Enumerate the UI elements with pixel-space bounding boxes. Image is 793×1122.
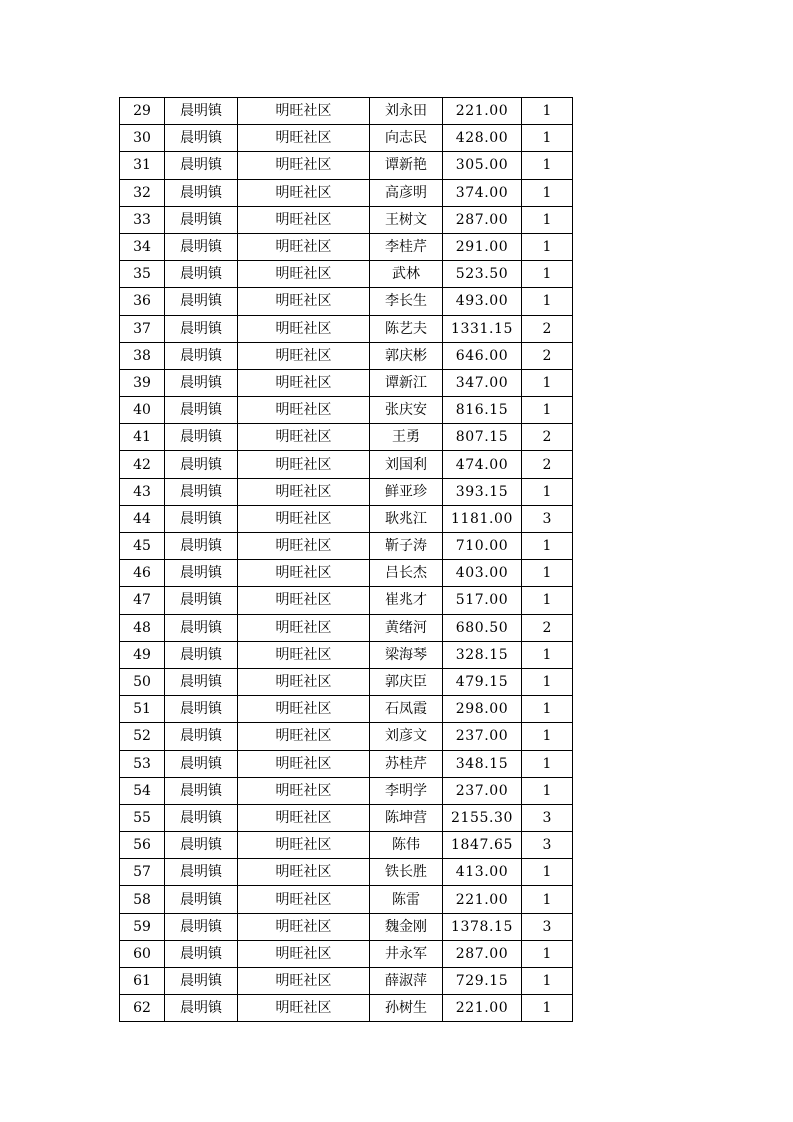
table-row — [120, 98, 573, 125]
community-cell: 明旺社区 — [238, 940, 370, 967]
amount-cell: 413.00 — [443, 859, 522, 886]
town-cell: 晨明镇 — [165, 152, 238, 179]
town-cell: 晨明镇 — [165, 261, 238, 288]
row-number-cell: 61 — [120, 968, 165, 995]
town-cell: 晨明镇 — [165, 968, 238, 995]
count-cell: 1 — [522, 478, 573, 505]
town-cell: 晨明镇 — [165, 804, 238, 831]
town-cell: 晨明镇 — [165, 451, 238, 478]
town-cell: 晨明镇 — [165, 505, 238, 532]
town-cell: 晨明镇 — [165, 179, 238, 206]
community-cell: 明旺社区 — [238, 995, 370, 1022]
community-cell: 明旺社区 — [238, 451, 370, 478]
name-cell: 耿兆江 — [370, 505, 443, 532]
amount-cell: 287.00 — [443, 940, 522, 967]
table-row — [120, 668, 573, 695]
amount-cell: 2155.30 — [443, 804, 522, 831]
amount-cell: 221.00 — [443, 98, 522, 125]
name-cell: 陈艺夫 — [370, 315, 443, 342]
name-cell: 魏金刚 — [370, 913, 443, 940]
amount-cell: 237.00 — [443, 777, 522, 804]
count-cell: 1 — [522, 98, 573, 125]
community-cell: 明旺社区 — [238, 478, 370, 505]
name-cell: 梁海琴 — [370, 641, 443, 668]
town-cell: 晨明镇 — [165, 614, 238, 641]
row-number-cell: 37 — [120, 315, 165, 342]
community-cell: 明旺社区 — [238, 832, 370, 859]
table-row — [120, 859, 573, 886]
data-table — [119, 97, 573, 1022]
row-number-cell: 42 — [120, 451, 165, 478]
community-cell: 明旺社区 — [238, 233, 370, 260]
name-cell: 李长生 — [370, 288, 443, 315]
community-cell: 明旺社区 — [238, 424, 370, 451]
name-cell: 郭庆彬 — [370, 342, 443, 369]
count-cell: 1 — [522, 940, 573, 967]
amount-cell: 403.00 — [443, 560, 522, 587]
amount-cell: 348.15 — [443, 750, 522, 777]
town-cell: 晨明镇 — [165, 315, 238, 342]
name-cell: 李明学 — [370, 777, 443, 804]
count-cell: 1 — [522, 152, 573, 179]
row-number-cell: 54 — [120, 777, 165, 804]
amount-cell: 646.00 — [443, 342, 522, 369]
row-number-cell: 33 — [120, 206, 165, 233]
community-cell: 明旺社区 — [238, 261, 370, 288]
name-cell: 王树文 — [370, 206, 443, 233]
name-cell: 郭庆臣 — [370, 668, 443, 695]
community-cell: 明旺社区 — [238, 98, 370, 125]
row-number-cell: 29 — [120, 98, 165, 125]
name-cell: 刘国利 — [370, 451, 443, 478]
table-row — [120, 886, 573, 913]
row-number-cell: 45 — [120, 533, 165, 560]
count-cell: 1 — [522, 750, 573, 777]
table-row — [120, 206, 573, 233]
town-cell: 晨明镇 — [165, 886, 238, 913]
row-number-cell: 52 — [120, 723, 165, 750]
community-cell: 明旺社区 — [238, 750, 370, 777]
community-cell: 明旺社区 — [238, 533, 370, 560]
row-number-cell: 43 — [120, 478, 165, 505]
row-number-cell: 41 — [120, 424, 165, 451]
amount-cell: 328.15 — [443, 641, 522, 668]
amount-cell: 493.00 — [443, 288, 522, 315]
table-row — [120, 832, 573, 859]
count-cell: 1 — [522, 288, 573, 315]
community-cell: 明旺社区 — [238, 587, 370, 614]
table-row — [120, 940, 573, 967]
name-cell: 吕长杰 — [370, 560, 443, 587]
count-cell: 1 — [522, 641, 573, 668]
town-cell: 晨明镇 — [165, 533, 238, 560]
table-row — [120, 587, 573, 614]
row-number-cell: 40 — [120, 397, 165, 424]
name-cell: 黄绪河 — [370, 614, 443, 641]
community-cell: 明旺社区 — [238, 342, 370, 369]
town-cell: 晨明镇 — [165, 940, 238, 967]
count-cell: 1 — [522, 968, 573, 995]
row-number-cell: 47 — [120, 587, 165, 614]
name-cell: 铁长胜 — [370, 859, 443, 886]
name-cell: 谭新艳 — [370, 152, 443, 179]
count-cell: 2 — [522, 451, 573, 478]
row-number-cell: 53 — [120, 750, 165, 777]
row-number-cell: 62 — [120, 995, 165, 1022]
name-cell: 薛淑萍 — [370, 968, 443, 995]
community-cell: 明旺社区 — [238, 397, 370, 424]
name-cell: 陈伟 — [370, 832, 443, 859]
table-row — [120, 424, 573, 451]
table-row — [120, 152, 573, 179]
community-cell: 明旺社区 — [238, 641, 370, 668]
name-cell: 苏桂芹 — [370, 750, 443, 777]
row-number-cell: 59 — [120, 913, 165, 940]
count-cell: 1 — [522, 995, 573, 1022]
count-cell: 2 — [522, 614, 573, 641]
row-number-cell: 48 — [120, 614, 165, 641]
table-row — [120, 804, 573, 831]
count-cell: 1 — [522, 206, 573, 233]
town-cell: 晨明镇 — [165, 478, 238, 505]
community-cell: 明旺社区 — [238, 152, 370, 179]
name-cell: 崔兆才 — [370, 587, 443, 614]
name-cell: 石凤霞 — [370, 696, 443, 723]
count-cell: 1 — [522, 859, 573, 886]
count-cell: 1 — [522, 587, 573, 614]
community-cell: 明旺社区 — [238, 179, 370, 206]
community-cell: 明旺社区 — [238, 804, 370, 831]
count-cell: 1 — [522, 261, 573, 288]
name-cell: 向志民 — [370, 125, 443, 152]
table-row — [120, 750, 573, 777]
count-cell: 1 — [522, 560, 573, 587]
town-cell: 晨明镇 — [165, 206, 238, 233]
count-cell: 1 — [522, 668, 573, 695]
town-cell: 晨明镇 — [165, 777, 238, 804]
amount-cell: 729.15 — [443, 968, 522, 995]
table-row — [120, 342, 573, 369]
amount-cell: 816.15 — [443, 397, 522, 424]
community-cell: 明旺社区 — [238, 614, 370, 641]
count-cell: 1 — [522, 777, 573, 804]
table-row — [120, 179, 573, 206]
row-number-cell: 31 — [120, 152, 165, 179]
table-row — [120, 369, 573, 396]
amount-cell: 523.50 — [443, 261, 522, 288]
amount-cell: 374.00 — [443, 179, 522, 206]
town-cell: 晨明镇 — [165, 342, 238, 369]
row-number-cell: 32 — [120, 179, 165, 206]
name-cell: 陈雷 — [370, 886, 443, 913]
row-number-cell: 35 — [120, 261, 165, 288]
amount-cell: 1847.65 — [443, 832, 522, 859]
name-cell: 井永军 — [370, 940, 443, 967]
table-row — [120, 533, 573, 560]
row-number-cell: 56 — [120, 832, 165, 859]
amount-cell: 393.15 — [443, 478, 522, 505]
row-number-cell: 38 — [120, 342, 165, 369]
community-cell: 明旺社区 — [238, 913, 370, 940]
table-row — [120, 125, 573, 152]
row-number-cell: 50 — [120, 668, 165, 695]
amount-cell: 221.00 — [443, 886, 522, 913]
name-cell: 刘永田 — [370, 98, 443, 125]
count-cell: 3 — [522, 505, 573, 532]
name-cell: 孙树生 — [370, 995, 443, 1022]
count-cell: 2 — [522, 424, 573, 451]
town-cell: 晨明镇 — [165, 696, 238, 723]
name-cell: 张庆安 — [370, 397, 443, 424]
town-cell: 晨明镇 — [165, 995, 238, 1022]
town-cell: 晨明镇 — [165, 913, 238, 940]
table-row — [120, 641, 573, 668]
amount-cell: 298.00 — [443, 696, 522, 723]
town-cell: 晨明镇 — [165, 98, 238, 125]
name-cell: 李桂芹 — [370, 233, 443, 260]
community-cell: 明旺社区 — [238, 206, 370, 233]
amount-cell: 237.00 — [443, 723, 522, 750]
table-row — [120, 397, 573, 424]
town-cell: 晨明镇 — [165, 397, 238, 424]
town-cell: 晨明镇 — [165, 424, 238, 451]
table-row — [120, 968, 573, 995]
community-cell: 明旺社区 — [238, 696, 370, 723]
amount-cell: 474.00 — [443, 451, 522, 478]
row-number-cell: 39 — [120, 369, 165, 396]
row-number-cell: 58 — [120, 886, 165, 913]
table-row — [120, 560, 573, 587]
name-cell: 谭新江 — [370, 369, 443, 396]
table-row — [120, 995, 573, 1022]
count-cell: 1 — [522, 397, 573, 424]
row-number-cell: 51 — [120, 696, 165, 723]
row-number-cell: 46 — [120, 560, 165, 587]
town-cell: 晨明镇 — [165, 587, 238, 614]
amount-cell: 807.15 — [443, 424, 522, 451]
amount-cell: 1378.15 — [443, 913, 522, 940]
amount-cell: 428.00 — [443, 125, 522, 152]
name-cell: 靳子涛 — [370, 533, 443, 560]
amount-cell: 1181.00 — [443, 505, 522, 532]
count-cell: 1 — [522, 125, 573, 152]
amount-cell: 1331.15 — [443, 315, 522, 342]
town-cell: 晨明镇 — [165, 668, 238, 695]
table-body — [120, 98, 573, 1022]
town-cell: 晨明镇 — [165, 723, 238, 750]
town-cell: 晨明镇 — [165, 288, 238, 315]
count-cell: 3 — [522, 913, 573, 940]
name-cell: 高彦明 — [370, 179, 443, 206]
table-row — [120, 777, 573, 804]
table-row — [120, 233, 573, 260]
count-cell: 2 — [522, 342, 573, 369]
amount-cell: 710.00 — [443, 533, 522, 560]
count-cell: 1 — [522, 696, 573, 723]
amount-cell: 680.50 — [443, 614, 522, 641]
community-cell: 明旺社区 — [238, 668, 370, 695]
town-cell: 晨明镇 — [165, 859, 238, 886]
table-row — [120, 315, 573, 342]
count-cell: 3 — [522, 804, 573, 831]
town-cell: 晨明镇 — [165, 641, 238, 668]
amount-cell: 221.00 — [443, 995, 522, 1022]
table-row — [120, 913, 573, 940]
table-row — [120, 478, 573, 505]
table-row — [120, 261, 573, 288]
amount-cell: 517.00 — [443, 587, 522, 614]
name-cell: 刘彦文 — [370, 723, 443, 750]
community-cell: 明旺社区 — [238, 505, 370, 532]
row-number-cell: 30 — [120, 125, 165, 152]
community-cell: 明旺社区 — [238, 886, 370, 913]
amount-cell: 291.00 — [443, 233, 522, 260]
name-cell: 武林 — [370, 261, 443, 288]
row-number-cell: 55 — [120, 804, 165, 831]
table-row — [120, 505, 573, 532]
community-cell: 明旺社区 — [238, 859, 370, 886]
name-cell: 王勇 — [370, 424, 443, 451]
community-cell: 明旺社区 — [238, 723, 370, 750]
table-row — [120, 696, 573, 723]
row-number-cell: 57 — [120, 859, 165, 886]
amount-cell: 287.00 — [443, 206, 522, 233]
community-cell: 明旺社区 — [238, 315, 370, 342]
count-cell: 1 — [522, 369, 573, 396]
row-number-cell: 34 — [120, 233, 165, 260]
table-row — [120, 614, 573, 641]
row-number-cell: 44 — [120, 505, 165, 532]
count-cell: 1 — [522, 723, 573, 750]
count-cell: 3 — [522, 832, 573, 859]
amount-cell: 479.15 — [443, 668, 522, 695]
community-cell: 明旺社区 — [238, 369, 370, 396]
count-cell: 1 — [522, 233, 573, 260]
town-cell: 晨明镇 — [165, 832, 238, 859]
count-cell: 2 — [522, 315, 573, 342]
count-cell: 1 — [522, 886, 573, 913]
row-number-cell: 60 — [120, 940, 165, 967]
row-number-cell: 49 — [120, 641, 165, 668]
document-page — [119, 97, 572, 1022]
table-row — [120, 723, 573, 750]
amount-cell: 347.00 — [443, 369, 522, 396]
town-cell: 晨明镇 — [165, 750, 238, 777]
name-cell: 鲜亚珍 — [370, 478, 443, 505]
community-cell: 明旺社区 — [238, 288, 370, 315]
count-cell: 1 — [522, 533, 573, 560]
amount-cell: 305.00 — [443, 152, 522, 179]
community-cell: 明旺社区 — [238, 968, 370, 995]
town-cell: 晨明镇 — [165, 125, 238, 152]
town-cell: 晨明镇 — [165, 233, 238, 260]
table-row — [120, 451, 573, 478]
community-cell: 明旺社区 — [238, 560, 370, 587]
count-cell: 1 — [522, 179, 573, 206]
community-cell: 明旺社区 — [238, 125, 370, 152]
town-cell: 晨明镇 — [165, 369, 238, 396]
town-cell: 晨明镇 — [165, 560, 238, 587]
table-row — [120, 288, 573, 315]
row-number-cell: 36 — [120, 288, 165, 315]
community-cell: 明旺社区 — [238, 777, 370, 804]
name-cell: 陈坤营 — [370, 804, 443, 831]
